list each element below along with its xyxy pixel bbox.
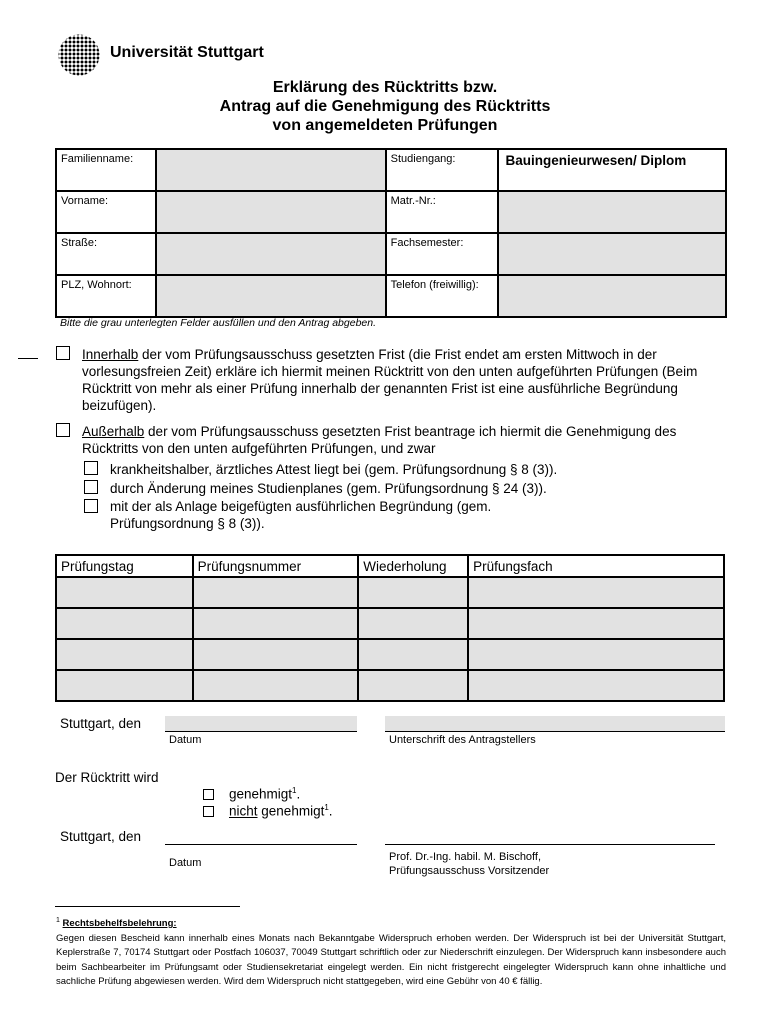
family-name-field[interactable] (156, 149, 386, 191)
first-name-label: Vorname: (56, 191, 156, 233)
exam-repeat-cell[interactable] (358, 577, 468, 608)
not-approved-text: nicht genehmigt$^1$. (229, 803, 333, 819)
decision-place-date-label: Stuttgart, den (60, 829, 142, 844)
table-row (56, 577, 724, 608)
program-value: Bauingenieurwesen/ Diplom (498, 149, 726, 191)
phone-field[interactable] (498, 275, 726, 317)
reason-illness-checkbox[interactable] (84, 461, 98, 475)
date-caption: Datum (169, 734, 202, 746)
street-label: Straße: (56, 233, 156, 275)
exam-subject-cell[interactable] (468, 639, 724, 670)
reason-attachment-checkbox[interactable] (84, 499, 98, 513)
col-header-number: Prüfungsnummer (193, 555, 359, 577)
title-line-2: Antrag auf die Genehmigung des Rücktritts (219, 98, 551, 115)
exam-number-cell[interactable] (193, 639, 359, 670)
exam-date-cell[interactable] (56, 670, 193, 701)
matr-label: Matr.-Nr.: (386, 191, 499, 233)
legal-notice: $^1$ Rechtsbehelfsbelehrung: Gegen diesen Bescheid kann innerhalb eines Monats nach Bekanntgabe Widerspruch erhoben werden. Der Widerspruch ist bei der Universität Stuttgart, Keplerstraße 7, 70174 Stuttgart oder Postfach 106037, 70049 Stuttgart schriftlich oder zur Niederschrift einzulegen. Der Widerspruch kann insbesondere auch beim Sachbearbeiter im Prüfungsamt oder Studiensekretariat eingelegt werden. Ein nicht fristgerecht eingelegter Widerspruch kann ohne inhaltliche und sachliche Prüfung abgewiesen werden. Wird dem Widerspruch nicht stattgegeben, wird eine Gebühr von 40 € fällig. (56, 917, 726, 988)
within-deadline-checkbox[interactable] (56, 346, 70, 360)
margin-mark (18, 358, 38, 359)
first-name-field[interactable] (156, 191, 386, 233)
outside-deadline-checkbox[interactable] (56, 423, 70, 437)
date-field[interactable] (165, 716, 357, 732)
within-deadline-text: Innerhalb der vom Prüfungsausschuss gesetzten Frist (die Frist endet am ersten Mittwoch in der vorlesungsfreien Zeit) erkläre ich hiermit meinen Rücktritt von den unten aufgeführten Prüfungen (Beim Rücktritt von mehr als einer Prüfung innerhalb der genannten Frist ist eine ausführliche Begründung beizufügen). (82, 347, 698, 413)
exam-subject-cell[interactable] (468, 670, 724, 701)
exam-subject-cell[interactable] (468, 577, 724, 608)
chair-signature-caption: Prof. Dr.-Ing. habil. M. Bischoff, Prüfungsausschuss Vorsitzender (389, 851, 550, 877)
document-title (0, 78, 770, 135)
reason-studyplan-checkbox[interactable] (84, 480, 98, 494)
program-label: Studiengang: (386, 149, 499, 191)
exam-repeat-cell[interactable] (358, 670, 468, 701)
chair-signature-line[interactable] (385, 844, 715, 845)
exam-date-cell[interactable] (56, 608, 193, 639)
exam-date-cell[interactable] (56, 639, 193, 670)
city-field[interactable] (156, 275, 386, 317)
exam-number-cell[interactable] (193, 577, 359, 608)
not-approved-checkbox[interactable] (203, 806, 214, 817)
university-name: Universität Stuttgart (110, 44, 264, 61)
semester-field[interactable] (498, 233, 726, 275)
table-row (56, 608, 724, 639)
family-name-label: Familienname: (56, 149, 156, 191)
title-line-3: von angemeldeten Prüfungen (272, 117, 498, 134)
exam-repeat-cell[interactable] (358, 639, 468, 670)
approved-text: genehmigt$^1$. (229, 786, 301, 802)
col-header-repeat: Wiederholung (358, 555, 468, 577)
fill-hint: Bitte die grau unterlegten Felder ausfüllen und den Antrag abgeben. (60, 317, 377, 329)
exam-repeat-cell[interactable] (358, 608, 468, 639)
exam-table (55, 554, 725, 702)
table-row (56, 639, 724, 670)
phone-label: Telefon (freiwillig): (386, 275, 499, 317)
col-header-subject: Prüfungsfach (468, 555, 724, 577)
exam-date-cell[interactable] (56, 577, 193, 608)
exam-number-cell[interactable] (193, 670, 359, 701)
decision-label: Der Rücktritt wird (55, 770, 159, 785)
applicant-signature-field[interactable] (385, 716, 725, 732)
applicant-signature-caption: Unterschrift des Antragstellers (389, 734, 536, 746)
reason-attachment-text: mit der als Anlage beigefügten ausführlichen Begründung (gem. Prüfungsordnung § 8 (3)). (110, 499, 492, 531)
outside-deadline-text: Außerhalb der vom Prüfungsausschuss gesetzten Frist beantrage ich hiermit die Genehmigung des Rücktritts von den unten aufgeführten Prüfungen, und zwar (82, 424, 677, 456)
city-label: PLZ, Wohnort: (56, 275, 156, 317)
table-row (56, 670, 724, 701)
footnote-separator (55, 906, 240, 907)
matr-field[interactable] (498, 191, 726, 233)
personal-data-table (55, 148, 727, 318)
title-line-1: Erklärung des Rücktritts bzw. (272, 79, 498, 96)
reason-studyplan-text: durch Änderung meines Studienplanes (gem. Prüfungsordnung § 24 (3)). (110, 481, 547, 496)
university-logo (56, 32, 102, 78)
decision-date-line[interactable] (165, 844, 357, 845)
exam-number-cell[interactable] (193, 608, 359, 639)
exam-subject-cell[interactable] (468, 608, 724, 639)
place-date-label: Stuttgart, den (60, 716, 142, 731)
col-header-date: Prüfungstag (56, 555, 193, 577)
decision-date-caption: Datum (169, 857, 202, 869)
street-field[interactable] (156, 233, 386, 275)
approved-checkbox[interactable] (203, 789, 214, 800)
reason-illness-text: krankheitshalber, ärztliches Attest liegt bei (gem. Prüfungsordnung § 8 (3)). (110, 462, 558, 477)
semester-label: Fachsemester: (386, 233, 499, 275)
